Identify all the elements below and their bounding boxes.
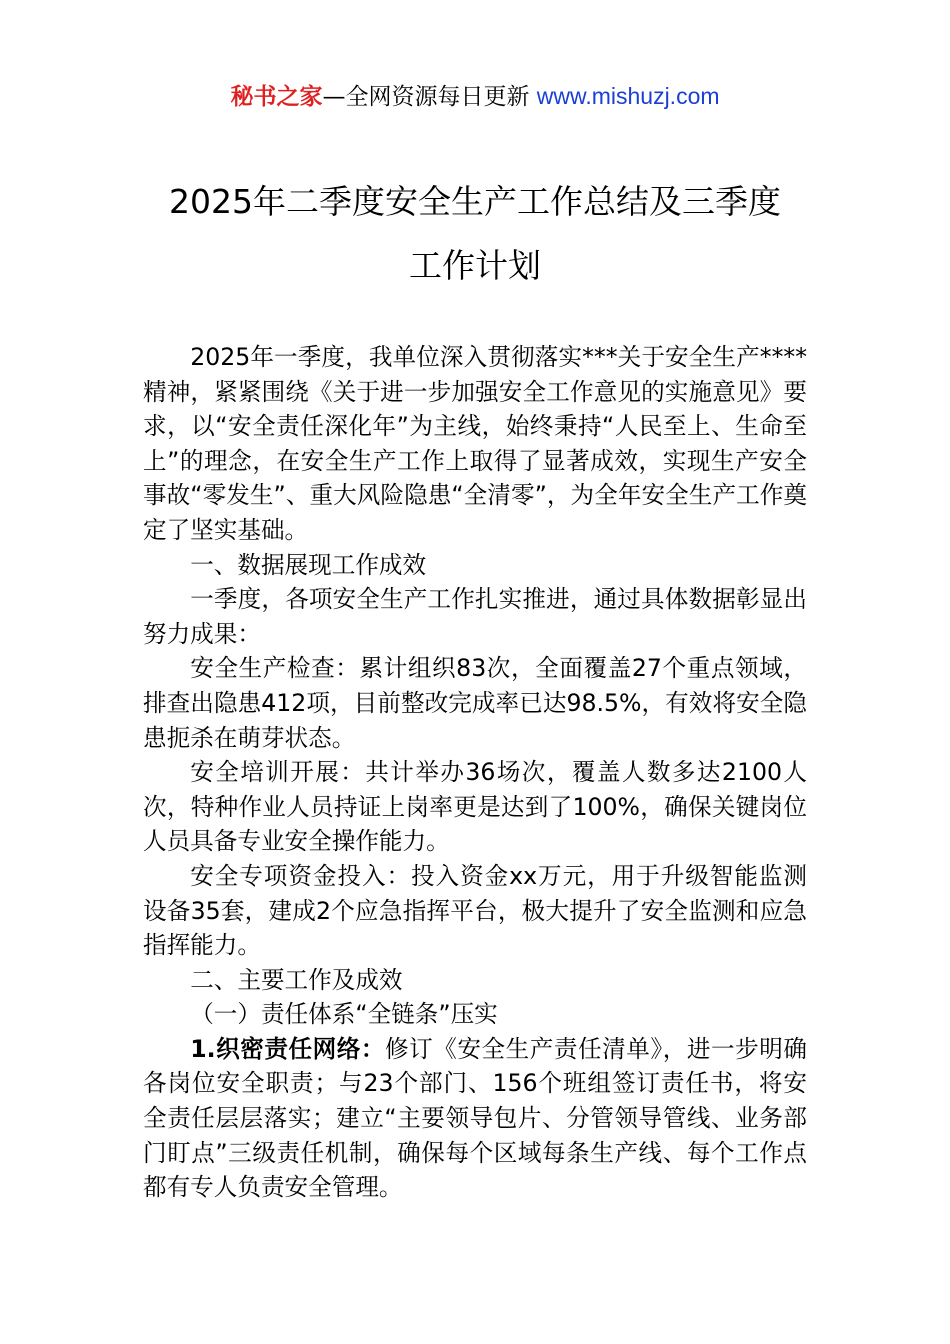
title-line-1: 2025年二季度安全生产工作总结及三季度 xyxy=(169,182,781,221)
section-1-heading: 一、数据展现工作成效 xyxy=(190,550,427,579)
item-1-text: 修订《安全生产责任清单》，进一步明确各岗位安全职责；与23个部门、156个班组签订责任书，将安全责任层层落实；建立“主要领导包片、分管领导管线、业务部门盯点”三级责任机制，确保每个区域每条生产线、每个工作点都有专人负责安全管理。 xyxy=(143,1034,807,1202)
site-url-link[interactable]: www.mishuzj.com xyxy=(536,83,720,109)
site-header xyxy=(0,80,950,113)
title-line-2: 工作计划 xyxy=(409,246,541,285)
section-2-heading: 二、主要工作及成效 xyxy=(190,965,403,994)
document-body xyxy=(143,340,807,1205)
section-1-intro: 一季度，各项安全生产工作扎实推进，通过具体数据彰显出努力成果： xyxy=(143,585,807,648)
funding-paragraph: 安全专项资金投入：投入资金xx万元，用于升级智能监测设备35套，建成2个应急指挥平台，极大提升了安全监测和应急指挥能力。 xyxy=(143,861,807,960)
inspection-paragraph: 安全生产检查：累计组织83次，全面覆盖27个重点领域，排查出隐患412项，目前整改完成率已达98.5%，有效将安全隐患扼杀在萌芽状态。 xyxy=(143,654,807,752)
intro-paragraph: 2025年一季度，我单位深入贯彻落实***关于安全生产****精神，紧紧围绕《关于进一步加强安全工作意见的实施意见》要求，以“安全责任深化年”为主线，始终秉持“人民至上、生命至上”的理念，在安全生产工作上取得了显著成效，实现生产安全事故“零发生”、重大风险隐患“全清零”，为全年安全生产工作奠定了坚实基础。 xyxy=(143,343,807,544)
subsection-1-heading: （一）责任体系“全链条”压实 xyxy=(190,1000,498,1029)
item-1-lead: 1.织密责任网络： xyxy=(190,1034,386,1063)
header-tagline: —全网资源每日更新 xyxy=(322,84,537,110)
item-1-paragraph xyxy=(143,1032,807,1205)
training-paragraph: 安全培训开展：共计举办36场次，覆盖人数多达2100人次，特种作业人员持证上岗率更是达到了100%，确保关键岗位人员具备专业安全操作能力。 xyxy=(143,758,807,856)
brand-name: 秘书之家 xyxy=(230,84,323,110)
document-title xyxy=(0,170,950,298)
